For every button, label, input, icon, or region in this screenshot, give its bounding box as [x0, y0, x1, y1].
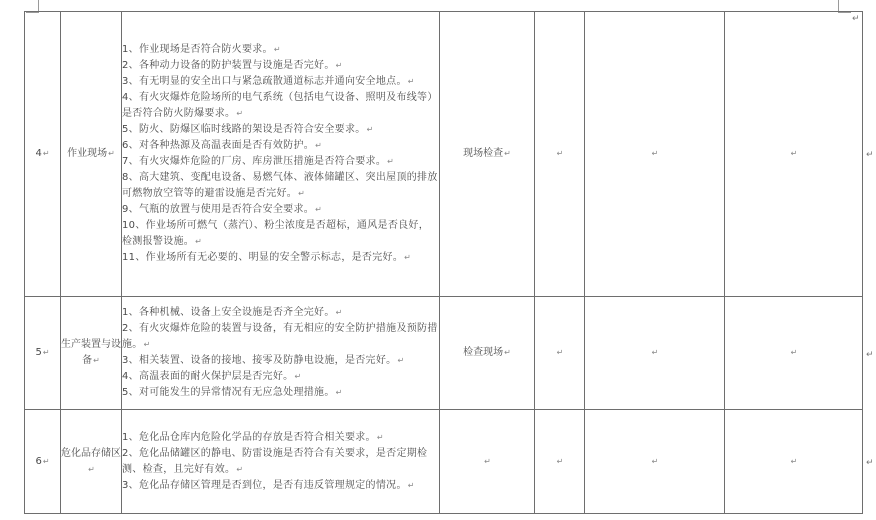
item-line: 10、作业场所可燃气（蒸汽）、粉尘浓度是否超标，通风是否良好，检测报警设施。↵	[122, 220, 430, 247]
empty-cell: ↵	[725, 297, 863, 410]
item-line: 4、有火灾爆炸危险场所的电气系统（包括电气设备、照明及布线等）是否符合防火防爆要求。↵	[122, 92, 438, 119]
inspection-items	[122, 410, 440, 514]
item-line: 2、各种动力设备的防护装置与设施是否完好。↵	[122, 60, 343, 71]
inspection-method: ↵	[440, 410, 535, 514]
item-line: 3、危化品存储区管理是否到位，是否有违反管理规定的情况。↵	[122, 479, 415, 491]
item-line: 5、防火、防爆区临时线路的架设是否符合安全要求。↵	[122, 124, 374, 135]
inspection-table	[24, 11, 863, 514]
item-line: 3、有无明显的安全出口与紧急疏散通道标志并通向安全地点。↵	[122, 76, 415, 87]
paragraph-mark: ↵	[852, 14, 860, 24]
row-number: 5↵	[25, 297, 61, 410]
item-line: 3、相关装置、设备的接地、接零及防静电设施，是否完好。↵	[122, 355, 405, 366]
table-row-5	[25, 297, 863, 410]
item-line: 1、作业现场是否符合防火要求。↵	[122, 44, 281, 55]
item-line: 2、危化品储罐区的静电、防雷设施是否符合有关要求，是否定期检测、检查，且完好有效。↵	[122, 447, 428, 475]
item-line: 7、有火灾爆炸危险的厂房、库房泄压措施是否符合要求。↵	[122, 156, 395, 167]
empty-cell: ↵	[725, 410, 863, 514]
inspection-items	[122, 12, 440, 297]
empty-cell: ↵	[725, 12, 863, 297]
row-number: 4↵	[25, 12, 61, 297]
empty-cell: ↵	[535, 410, 585, 514]
inspection-area: 生产装置与设备↵	[61, 297, 122, 410]
row-end-mark: ↵	[866, 150, 874, 160]
inspection-area: 危化品存储区↵	[61, 410, 122, 514]
item-line: 8、高大建筑、变配电设备、易燃气体、液体储罐区、突出屋顶的排放可燃物放空管等的避雷设施是否完好。↵	[122, 172, 438, 199]
item-line: 11、作业场所有无必要的、明显的安全警示标志，是否完好。↵	[122, 252, 412, 263]
table-row-4	[25, 12, 863, 297]
item-line: 5、对可能发生的异常情况有无应急处理措施。↵	[122, 387, 343, 398]
item-line: 4、高温表面的耐火保护层是否完好。↵	[122, 371, 302, 382]
empty-cell: ↵	[535, 12, 585, 297]
item-line: 2、有火灾爆炸危险的装置与设备，有无相应的安全防护措施及预防措施。↵	[122, 323, 438, 350]
inspection-method: 检查现场↵	[440, 297, 535, 410]
item-line: 1、各种机械、设备上安全设施是否齐全完好。↵	[122, 307, 343, 318]
row-end-mark: ↵	[866, 458, 874, 468]
item-line: 9、气瓶的放置与使用是否符合安全要求。↵	[122, 204, 323, 215]
row-end-mark: ↵	[866, 350, 874, 360]
inspection-area: 作业现场↵	[61, 12, 122, 297]
empty-cell: ↵	[535, 297, 585, 410]
table-row-6	[25, 410, 863, 514]
row-number: 6↵	[25, 410, 61, 514]
empty-cell: ↵	[585, 12, 725, 297]
inspection-method: 现场检查↵	[440, 12, 535, 297]
item-line: 1、危化品仓库内危险化学品的存放是否符合相关要求。↵	[122, 431, 384, 443]
inspection-items	[122, 297, 440, 410]
empty-cell: ↵	[585, 410, 725, 514]
item-line: 6、对各种热源及高温表面是否有效防护。↵	[122, 140, 323, 151]
empty-cell: ↵	[585, 297, 725, 410]
